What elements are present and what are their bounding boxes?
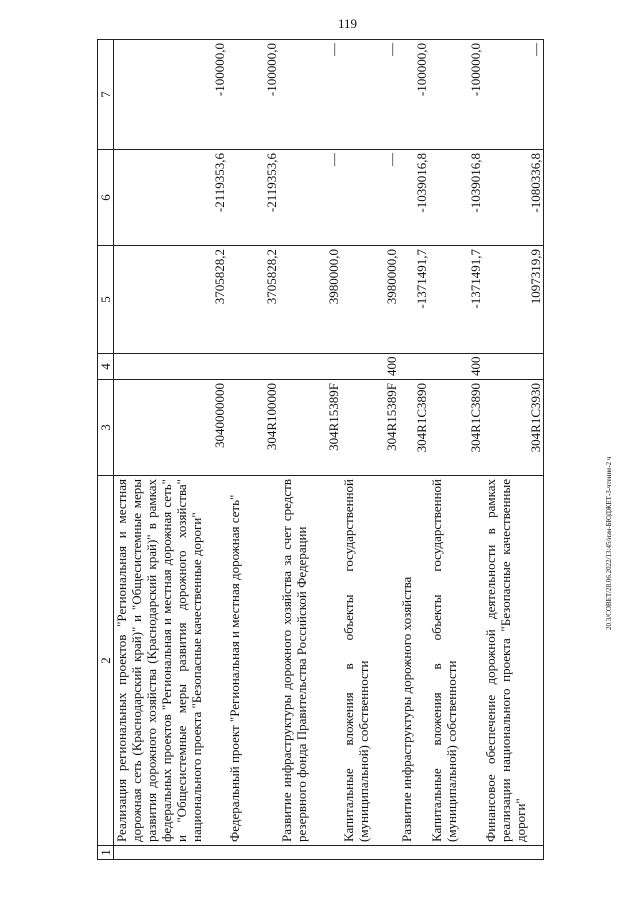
cell-empty: [341, 846, 399, 860]
cell-vr: [399, 354, 429, 380]
cell-code: 304R15389F: [279, 380, 341, 476]
cell-empty: [399, 846, 429, 860]
cell-name: Развитие инфраструктуры дорожного хозяйства: [399, 476, 429, 846]
cell-vr: 400: [341, 354, 399, 380]
header-col-6: 6: [98, 150, 114, 246]
table-row: [114, 40, 228, 860]
cell-col6: -2119353,6: [227, 150, 279, 246]
rotated-table-sheet: [97, 40, 587, 860]
cell-col6: —: [279, 150, 341, 246]
table-row: [227, 40, 279, 860]
budget-table: [97, 39, 544, 860]
cell-col5: 3705828,2: [114, 246, 228, 354]
cell-code: 304R1C3890: [399, 380, 429, 476]
cell-code: 304R100000: [227, 380, 279, 476]
cell-col6: —: [341, 150, 399, 246]
cell-col7: -100000,0: [227, 40, 279, 150]
cell-col5: 3980000,0: [279, 246, 341, 354]
table-row: [279, 40, 341, 860]
cell-empty: [483, 846, 544, 860]
cell-col6: -1039016,8: [399, 150, 429, 246]
cell-name: Финансовое обеспечение дорожной деятельности в рамках реализации национального проекта "Безопасные качественные дороги": [483, 476, 544, 846]
header-col-7: 7: [98, 40, 114, 150]
cell-col5: -1371491,7: [399, 246, 429, 354]
cell-code: 304R1C3890: [429, 380, 483, 476]
table-row: [399, 40, 429, 860]
cell-empty: [429, 846, 483, 860]
table-row: [429, 40, 483, 860]
cell-col7: -100000,0: [114, 40, 228, 150]
cell-col6: -1039016,8: [429, 150, 483, 246]
cell-col7: —: [279, 40, 341, 150]
cell-empty: [227, 846, 279, 860]
table-row: [483, 40, 544, 860]
cell-vr: [483, 354, 544, 380]
page-number: 119: [338, 16, 358, 31]
header-col-2: 2: [98, 476, 114, 846]
cell-name: Развитие инфраструктуры дорожного хозяйства за счет средств резервного фонда Правительства Российской Федерации: [279, 476, 341, 846]
cell-col7: —: [341, 40, 399, 150]
cell-vr: [227, 354, 279, 380]
cell-col7: -100000,0: [399, 40, 429, 150]
table-row: [341, 40, 399, 860]
cell-name: Капитальные вложения в объекты государственной (муниципальной) собственности: [429, 476, 483, 846]
header-col-4: 4: [98, 354, 114, 380]
cell-col7: -100000,0: [429, 40, 483, 150]
cell-col5: 3980000,0: [341, 246, 399, 354]
header-row: [98, 40, 114, 860]
cell-col7: —: [483, 40, 544, 150]
cell-vr: 400: [429, 354, 483, 380]
cell-vr: [114, 354, 228, 380]
header-col-1: 1: [98, 846, 114, 860]
cell-code: 304R15389F: [341, 380, 399, 476]
cell-empty: [114, 846, 228, 860]
cell-code: 304R1C3930: [483, 380, 544, 476]
cell-col6: -2119353,6: [114, 150, 228, 246]
header-col-5: 5: [98, 246, 114, 354]
document-side-code: 20.3/СОВЕТ/28.06.2022/13:45/изм-БЮДЖЕТ-3-чтение-2 ч: [605, 456, 613, 630]
header-col-3: 3: [98, 380, 114, 476]
cell-name: Реализация региональных проектов "Региональная и местная дорожная сеть (Краснодарский край)" и "Общесистемные меры развития дорожного хозяйства (Краснодарский край)" в рамках федеральных проектов "Региональная и местная дорожная сеть" и "Общесистемные меры развития дорожного хозяйства" национального проекта "Безопасные качественные дороги": [114, 476, 228, 846]
cell-col5: -1371491,7: [429, 246, 483, 354]
cell-col5: 1097319,9: [483, 246, 544, 354]
cell-vr: [279, 354, 341, 380]
cell-name: Федеральный проект "Региональная и местная дорожная сеть": [227, 476, 279, 846]
cell-code: 3040000000: [114, 380, 228, 476]
cell-name: Капитальные вложения в объекты государственной (муниципальной) собственности: [341, 476, 399, 846]
cell-col5: 3705828,2: [227, 246, 279, 354]
cell-col6: -1080336,8: [483, 150, 544, 246]
cell-empty: [279, 846, 341, 860]
